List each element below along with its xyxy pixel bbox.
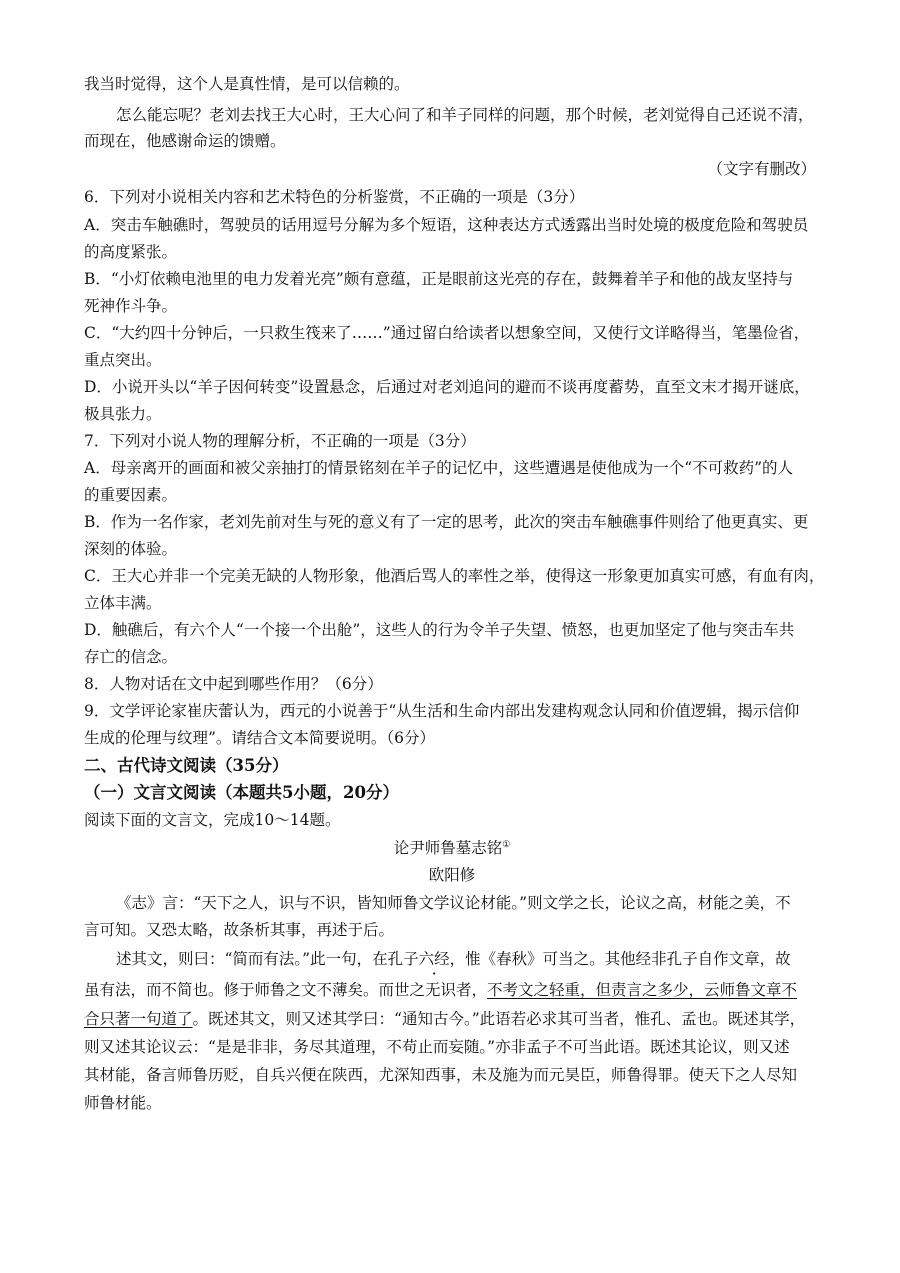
essay-paragraph-line [84,1009,820,1029]
essay-paragraph-line: 师鲁材能。 [84,1094,162,1112]
footnote-marker: ① [502,839,511,850]
q7-option-c: C．王大心并非一个完美无缺的人物形象，他酒后骂人的率性之举，使得这一形象更加真实可感，有血有肉， [84,567,825,585]
text-run: ，惟《春秋》可当之。其他经非孔子自作文章，故 [449,950,791,968]
story-paragraph-line: 而现在，他感谢命运的馈赠。 [84,132,286,150]
q6-option-c: C．“大约四十分钟后，一只救生筏来了……”通过留白给读者以想象空间，又使行文详略得当，笔墨俭省， [84,324,810,342]
question-9-cont: 生成的伦理与纹理”。请结合文本简要说明。（6分） [84,729,436,747]
text-run: 。既述其文，则又述其学曰：“通知古今。”此语若必求其可当者，惟孔、孟也。既述其学， [192,1010,806,1028]
story-paragraph-line: 怎么能忘呢？老刘去找王大心时，王大心问了和羊子同样的问题，那个时候，老刘觉得自己还说不清， [116,106,814,124]
question-9: 9．文学评论家崔庆蕾认为，西元的小说善于“从生活和生命内部出发建构观念认同和价值逻辑，揭示信仰 [84,702,800,720]
essay-paragraph-line: 言可知。又恐太略，故条析其事，再述于后。 [84,921,395,939]
essay-paragraph-line: 《志》言：“天下之人，识与不识，皆知师鲁文学议论材能。”则文学之长，论议之高，材能之美，不 [116,894,791,912]
q7-option-d: D．触礁后，有六个人“一个接一个出舱”，这些人的行为令羊子失望、愤怒，也更加坚定了他与突击车共 [84,621,795,639]
q7-option-d-cont: 存亡的信念。 [84,648,178,666]
source-note: （文字有删改） [707,160,816,178]
essay-title [84,838,820,858]
subsection-title: （一）文言文阅读（本题共5小题，20分） [84,783,399,802]
q7-option-b-cont: 深刻的体验。 [84,540,178,558]
q6-option-a-cont: 的高度紧张。 [84,243,178,261]
story-paragraph-line: 我当时觉得，这个人是真性情，是可以信赖的。 [84,75,410,93]
underlined-sentence: 不考文之轻重，但责言之多少，云师鲁文章不 [487,981,798,999]
underlined-sentence: 合只著一句道了 [84,1010,193,1028]
text-run: 虽有法，而不简也。修于师鲁之文不薄矣。而世之无识者， [84,981,488,999]
q6-option-c-cont: 重点突出。 [84,351,162,369]
q7-option-a: A．母亲离开的画面和被父亲抽打的情景铭刻在羊子的记忆中，这些遭遇是使他成为一个“不可救药”的人 [84,459,794,477]
essay-paragraph-line [84,980,820,1000]
q7-option-c-cont: 立体丰满。 [84,594,162,612]
essay-paragraph-line: 其材能，备言师鲁历贬，自兵兴便在陕西，尤深知西事，未及施为而元昊臣，师鲁得罪。使天下之人尽知 [84,1066,798,1084]
q7-option-a-cont: 的重要因素。 [84,486,178,504]
question-8: 8．人物对话在文中起到哪些作用？（6分） [84,675,383,693]
q6-option-b-cont: 死神作斗争。 [84,297,178,315]
q6-option-d-cont: 极具张力。 [84,405,162,423]
essay-title-text: 论尹师鲁墓志铭 [393,839,503,857]
section-title: 二、古代诗文阅读（35分） [84,756,289,775]
q6-option-d: D．小说开头以“羊子因何转变”设置悬念，后通过对老刘追问的避而不谈再度蓄势，直至文末才揭开谜底， [84,378,810,396]
essay-paragraph-line [116,949,852,969]
question-7-stem: 7．下列对小说人物的理解分析，不正确的一项是（3分） [84,432,476,450]
question-6-stem: 6．下列对小说相关内容和艺术特色的分析鉴赏，不正确的一项是（3分） [84,188,585,206]
q6-option-b: B．“小灯依赖电池里的电力发着光亮”颇有意蕴，正是眼前这光亮的存在，鼓舞着羊子和他的战友坚持与 [84,270,794,288]
q6-option-a: A．突击车触礁时，驾驶员的话用逗号分解为多个短语，这种表达方式透露出当时处境的极度危险和驾驶员 [84,216,809,234]
emphasis-dotted-text: 六经 [418,950,450,968]
essay-author: 欧阳修 [428,866,476,884]
essay-paragraph-line: 则又述其论议云：“是是非非，务尽其道理，不苟止而妄随。”亦非孟子不可当此语。既述其论议，则又述 [84,1038,790,1056]
text-run: 述其文，则曰：“简而有法。”此一句，在孔子 [116,950,419,968]
q7-option-b: B．作为一名作家，老刘先前对生与死的意义有了一定的思考，此次的突击车触礁事件则给了他更真实、更 [84,513,809,531]
reading-instruction: 阅读下面的文言文，完成10～14题。 [84,811,341,829]
